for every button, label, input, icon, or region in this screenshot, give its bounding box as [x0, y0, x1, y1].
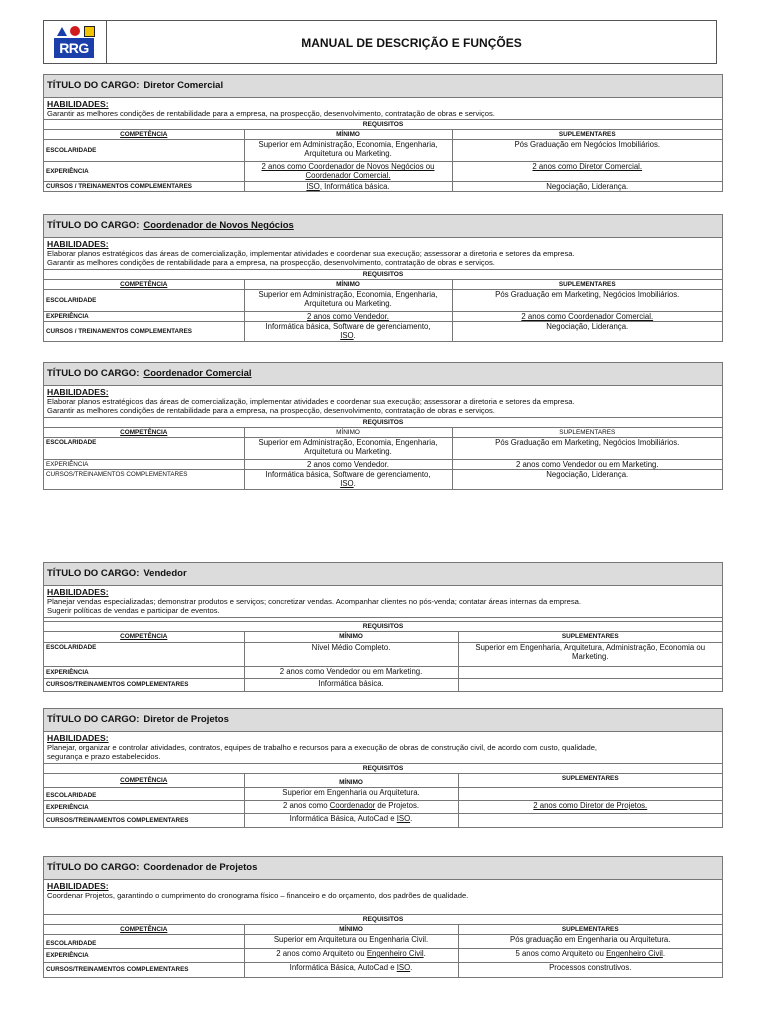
- cell-text: .: [353, 478, 356, 488]
- skills-section: [44, 732, 722, 764]
- skills-text: Sugerir políticas de vendas e participar de eventos.: [47, 606, 220, 616]
- col-minimo: MÍNIMO: [244, 774, 458, 788]
- cell-suplementar: [458, 667, 722, 679]
- col-suplementares: SUPLEMENTARES: [458, 925, 722, 935]
- table-row-escolaridade: [44, 935, 722, 949]
- skills-section: [44, 586, 722, 618]
- cell-minimo: [244, 801, 458, 814]
- job-title-label: TÍTULO DO CARGO:: [47, 714, 140, 725]
- requirements-title: REQUISITOS: [44, 270, 722, 280]
- cell-minimo: [244, 321, 452, 341]
- requirements-title: REQUISITOS: [44, 621, 722, 632]
- job-title-name: Diretor Comercial: [143, 80, 224, 91]
- col-minimo: MÍNIMO: [244, 130, 452, 140]
- cell-suplementar: Pós graduação em Engenharia ou Arquitetura.: [458, 935, 722, 949]
- row-label: ESCOLARIDADE: [44, 289, 244, 311]
- cell-suplementar: 2 anos como Vendedor ou em Marketing.: [452, 459, 722, 469]
- job-title-name: Coordenador Comercial: [143, 368, 252, 379]
- table-row-cursos: [44, 963, 722, 977]
- cell-suplementar: [458, 679, 722, 691]
- cell-minimo: [244, 469, 452, 489]
- cell-text: Informática Básica, AutoCad e: [289, 814, 397, 824]
- table-header-row: [44, 925, 722, 935]
- cell-suplementar: 2 anos como Diretor Comercial.: [452, 162, 722, 182]
- job-title-row: [44, 563, 722, 586]
- row-label: ESCOLARIDADE: [44, 788, 244, 801]
- table-row-cursos: [44, 321, 722, 341]
- requirements-table: [44, 130, 722, 191]
- table-header-row: [44, 130, 722, 140]
- job-card-diretor-projetos: [43, 708, 723, 828]
- cell-text: Informática Básica, AutoCad e: [289, 963, 397, 972]
- cell-minimo: [244, 963, 458, 977]
- cell-suplementar: [458, 788, 722, 801]
- iso-link: ISO: [396, 814, 411, 824]
- row-label: EXPERIÊNCIA: [44, 459, 244, 469]
- skills-label: HABILIDADES:: [47, 239, 109, 249]
- col-competencia: COMPETÊNCIA: [120, 131, 168, 139]
- row-label: ESCOLARIDADE: [44, 140, 244, 162]
- iso-link: ISO: [396, 963, 411, 972]
- col-competencia: COMPETÊNCIA: [120, 633, 168, 641]
- iso-link: ISO: [340, 330, 354, 340]
- job-card-coordenador-comercial: [43, 362, 723, 490]
- cell-text: .: [353, 330, 356, 340]
- table-header-row: [44, 632, 722, 643]
- table-row-experiencia: [44, 949, 722, 963]
- skills-label: HABILIDADES:: [47, 587, 109, 597]
- cell-suplementar: 2 anos como Coordenador Comercial.: [452, 311, 722, 321]
- cell-text: , Informática básica.: [319, 182, 390, 192]
- skills-text: Garantir as melhores condições de rentabilidade para a empresa, na prospecção, desenvolvimento, contratação de obras e serviços.: [47, 258, 495, 268]
- table-row-experiencia: [44, 162, 722, 182]
- requirements-table: [44, 774, 722, 827]
- cell-text: .: [662, 949, 666, 958]
- skills-section: [44, 238, 722, 270]
- cell-suplementar: Processos construtivos.: [458, 963, 722, 977]
- skills-text: Planejar, organizar e controlar atividades, contratos, equipes de trabalho e recursos para a execução de obras de construção civil, de acordo com custo, qualidade,: [47, 743, 598, 753]
- requirements-title: REQUISITOS: [44, 764, 722, 774]
- cell-minimo: [244, 814, 458, 827]
- cell-suplementar: Negociação, Liderança.: [452, 469, 722, 489]
- skills-label: HABILIDADES:: [47, 733, 109, 743]
- cell-text: 5 anos como Arquiteto ou: [515, 949, 607, 958]
- cell-minimo: Nível Médio Completo.: [244, 643, 458, 667]
- job-card-coordenador-projetos: [43, 856, 723, 978]
- job-title-name: Coordenador de Projetos: [143, 862, 258, 873]
- skills-text: Coordenar Projetos, garantindo o cumprimento do cronograma físico – financeiro e do orçamento, dos padrões de qualidade.: [47, 891, 469, 901]
- skills-text: segurança e prazo estabelecidos.: [47, 752, 161, 762]
- cell-suplementar: Superior em Engenharia, Arquitetura, Administração, Economia ou Marketing.: [458, 643, 722, 667]
- table-row-cursos: [44, 469, 722, 489]
- skills-text: Elaborar planos estratégicos das áreas de comercialização, implementar atividades e coordenar sua execução; assessorar a diretoria e setores da empresa.: [47, 249, 575, 259]
- cell-link: Coordenador: [329, 801, 376, 811]
- table-header-row: [44, 280, 722, 290]
- table-header-row: [44, 774, 722, 788]
- job-title-name: Vendedor: [143, 568, 187, 579]
- requirements-title: REQUISITOS: [44, 120, 722, 130]
- cell-minimo: Informática básica.: [244, 679, 458, 691]
- table-header-row: [44, 428, 722, 438]
- cell-suplementar: Pós Graduação em Marketing, Negócios Imobiliários.: [452, 437, 722, 459]
- table-row-experiencia: [44, 667, 722, 679]
- job-title-label: TÍTULO DO CARGO:: [47, 80, 140, 91]
- cell-minimo: Superior em Administração, Economia, Engenharia, Arquitetura ou Marketing.: [244, 437, 452, 459]
- row-label: CURSOS / TREINAMENTOS COMPLEMENTARES: [44, 321, 244, 341]
- row-label: CURSOS/TREINAMENTOS COMPLEMENTARES: [44, 469, 244, 489]
- iso-link: ISO: [340, 478, 354, 488]
- col-minimo: MÍNIMO: [244, 925, 458, 935]
- col-competencia: COMPETÊNCIA: [120, 776, 168, 784]
- cell-minimo: Superior em Administração, Economia, Engenharia, Arquitetura ou Marketing.: [244, 140, 452, 162]
- table-row-experiencia: [44, 311, 722, 321]
- cell-minimo: Superior em Arquitetura ou Engenharia Civil.: [244, 935, 458, 949]
- logo-circle-icon: [70, 26, 80, 36]
- row-label: EXPERIÊNCIA: [44, 162, 244, 182]
- row-label: EXPERIÊNCIA: [44, 311, 244, 321]
- document-header: [43, 20, 717, 64]
- skills-section: [44, 386, 722, 418]
- cell-suplementar: Negociação, Liderança.: [452, 321, 722, 341]
- row-label: EXPERIÊNCIA: [44, 801, 244, 814]
- cell-minimo: 2 anos como Coordenador de Novos Negócios ou Coordenador Comercial.: [244, 162, 452, 182]
- col-competencia: COMPETÊNCIA: [120, 926, 168, 933]
- cell-suplementar: [458, 814, 722, 827]
- cell-minimo: Superior em Administração, Economia, Engenharia, Arquitetura ou Marketing.: [244, 289, 452, 311]
- row-label: ESCOLARIDADE: [44, 643, 244, 667]
- cell-minimo: 2 anos como Vendedor ou em Marketing.: [244, 667, 458, 679]
- company-logo: [44, 21, 107, 63]
- job-title-row: [44, 857, 722, 880]
- row-label: CURSOS/TREINAMENTOS COMPLEMENTARES: [44, 963, 244, 977]
- cell-text: .: [410, 814, 413, 824]
- row-label: CURSOS/TREINAMENTOS COMPLEMENTARES: [44, 679, 244, 691]
- job-card-diretor-comercial: [43, 74, 723, 192]
- col-minimo: MÍNIMO: [244, 280, 452, 290]
- row-label: EXPERIÊNCIA: [44, 949, 244, 963]
- requirements-table: [44, 925, 722, 977]
- logo-square-icon: [84, 26, 95, 37]
- row-label: CURSOS / TREINAMENTOS COMPLEMENTARES: [44, 182, 244, 192]
- job-title-name: Diretor de Projetos: [143, 714, 229, 725]
- job-title-row: [44, 215, 722, 238]
- cell-link: Engenheiro Civil: [366, 949, 424, 958]
- skills-label: HABILIDADES:: [47, 387, 109, 397]
- cell-minimo: [244, 182, 452, 192]
- iso-link: ISO: [306, 182, 320, 192]
- skills-text: Garantir as melhores condições de rentabilidade para a empresa, na prospecção, desenvolvimento, contratação de obras e serviços.: [47, 406, 495, 416]
- col-minimo: MÍNIMO: [244, 632, 458, 643]
- col-competencia: COMPETÊNCIA: [120, 280, 168, 288]
- cell-suplementar: Pós Graduação em Negócios Imobiliários.: [452, 140, 722, 162]
- job-title-label: TÍTULO DO CARGO:: [47, 568, 140, 579]
- table-row-cursos: [44, 679, 722, 691]
- table-row-escolaridade: [44, 289, 722, 311]
- cell-minimo: 2 anos como Vendedor.: [244, 459, 452, 469]
- job-title-row: [44, 709, 722, 732]
- cell-text: Informática básica, Software de gerenciamento,: [265, 321, 431, 331]
- job-card-coordenador-novos-negocios: [43, 214, 723, 342]
- job-title-row: [44, 75, 722, 98]
- requirements-title: REQUISITOS: [44, 915, 722, 925]
- job-title-row: [44, 363, 722, 386]
- table-row-experiencia: [44, 459, 722, 469]
- col-suplementares: SUPLEMENTARES: [452, 130, 722, 140]
- col-suplementares: SUPLEMENTARES: [452, 280, 722, 290]
- col-suplementares: SUPLEMENTARES: [452, 428, 722, 438]
- job-title-label: TÍTULO DO CARGO:: [47, 220, 140, 231]
- cell-suplementar: Pós Graduação em Marketing, Negócios Imobiliários.: [452, 289, 722, 311]
- table-row-escolaridade: [44, 788, 722, 801]
- col-minimo: MÍNIMO: [244, 428, 452, 438]
- cell-text: Informática básica, Software de gerenciamento,: [265, 469, 431, 479]
- skills-section: [44, 880, 722, 915]
- logo-triangle-icon: [57, 27, 67, 36]
- row-label: CURSOS/TREINAMENTOS COMPLEMENTARES: [44, 814, 244, 827]
- row-label: ESCOLARIDADE: [44, 935, 244, 949]
- cell-minimo: [244, 949, 458, 963]
- cell-text: .: [423, 949, 426, 958]
- table-row-cursos: [44, 814, 722, 827]
- table-row-cursos: [44, 182, 722, 192]
- cell-link: Engenheiro Civil: [606, 949, 663, 958]
- cell-suplementar: Negociação, Liderança.: [452, 182, 722, 192]
- document-title: MANUAL DE DESCRIÇÃO E FUNÇÕES: [301, 36, 522, 50]
- job-title-label: TÍTULO DO CARGO:: [47, 368, 140, 379]
- cell-minimo: 2 anos como Vendedor.: [244, 311, 452, 321]
- cell-text: .: [410, 963, 413, 972]
- cell-suplementar: [458, 949, 722, 963]
- job-title-label: TÍTULO DO CARGO:: [47, 862, 140, 873]
- requirements-table: [44, 632, 722, 691]
- col-competencia: COMPETÊNCIA: [120, 428, 168, 436]
- cell-text: de Projetos.: [375, 801, 420, 811]
- cell-text: 2 anos como: [282, 801, 330, 811]
- requirements-title: REQUISITOS: [44, 418, 722, 428]
- requirements-table: [44, 428, 722, 490]
- cell-suplementar: 2 anos como Diretor de Projetos.: [458, 801, 722, 814]
- skills-section: [44, 98, 722, 120]
- table-row-escolaridade: [44, 437, 722, 459]
- skills-label: HABILIDADES:: [47, 99, 109, 109]
- table-row-escolaridade: [44, 140, 722, 162]
- row-label: ESCOLARIDADE: [44, 437, 244, 459]
- requirements-table: [44, 280, 722, 342]
- row-label: EXPERIÊNCIA: [44, 667, 244, 679]
- job-card-vendedor: [43, 562, 723, 692]
- skills-label: HABILIDADES:: [47, 881, 109, 891]
- table-row-escolaridade: [44, 643, 722, 667]
- job-title-name: Coordenador de Novos Negócios: [143, 220, 294, 231]
- col-suplementares: SUPLEMENTARES: [458, 632, 722, 643]
- skills-text: Garantir as melhores condições de rentabilidade para a empresa, na prospecção, desenvolvimento, contratação de obras e serviços.: [47, 109, 495, 119]
- cell-minimo: Superior em Engenharia ou Arquitetura.: [244, 788, 458, 801]
- skills-text: Elaborar planos estratégicos das áreas de comercialização, implementar atividades e coordenar sua execução; assessorar a diretoria e setores da empresa.: [47, 397, 575, 407]
- table-row-experiencia: [44, 801, 722, 814]
- skills-text: Planejar vendas especializadas; demonstrar produtos e serviços; concretizar vendas. Acompanhar clientes no pós-venda; contatar áreas internas da empresa.: [47, 597, 581, 607]
- col-suplementares: SUPLEMENTARES: [458, 774, 722, 788]
- cell-text: 2 anos como Arquiteto ou: [276, 949, 367, 958]
- logo-text: RRG: [54, 38, 94, 58]
